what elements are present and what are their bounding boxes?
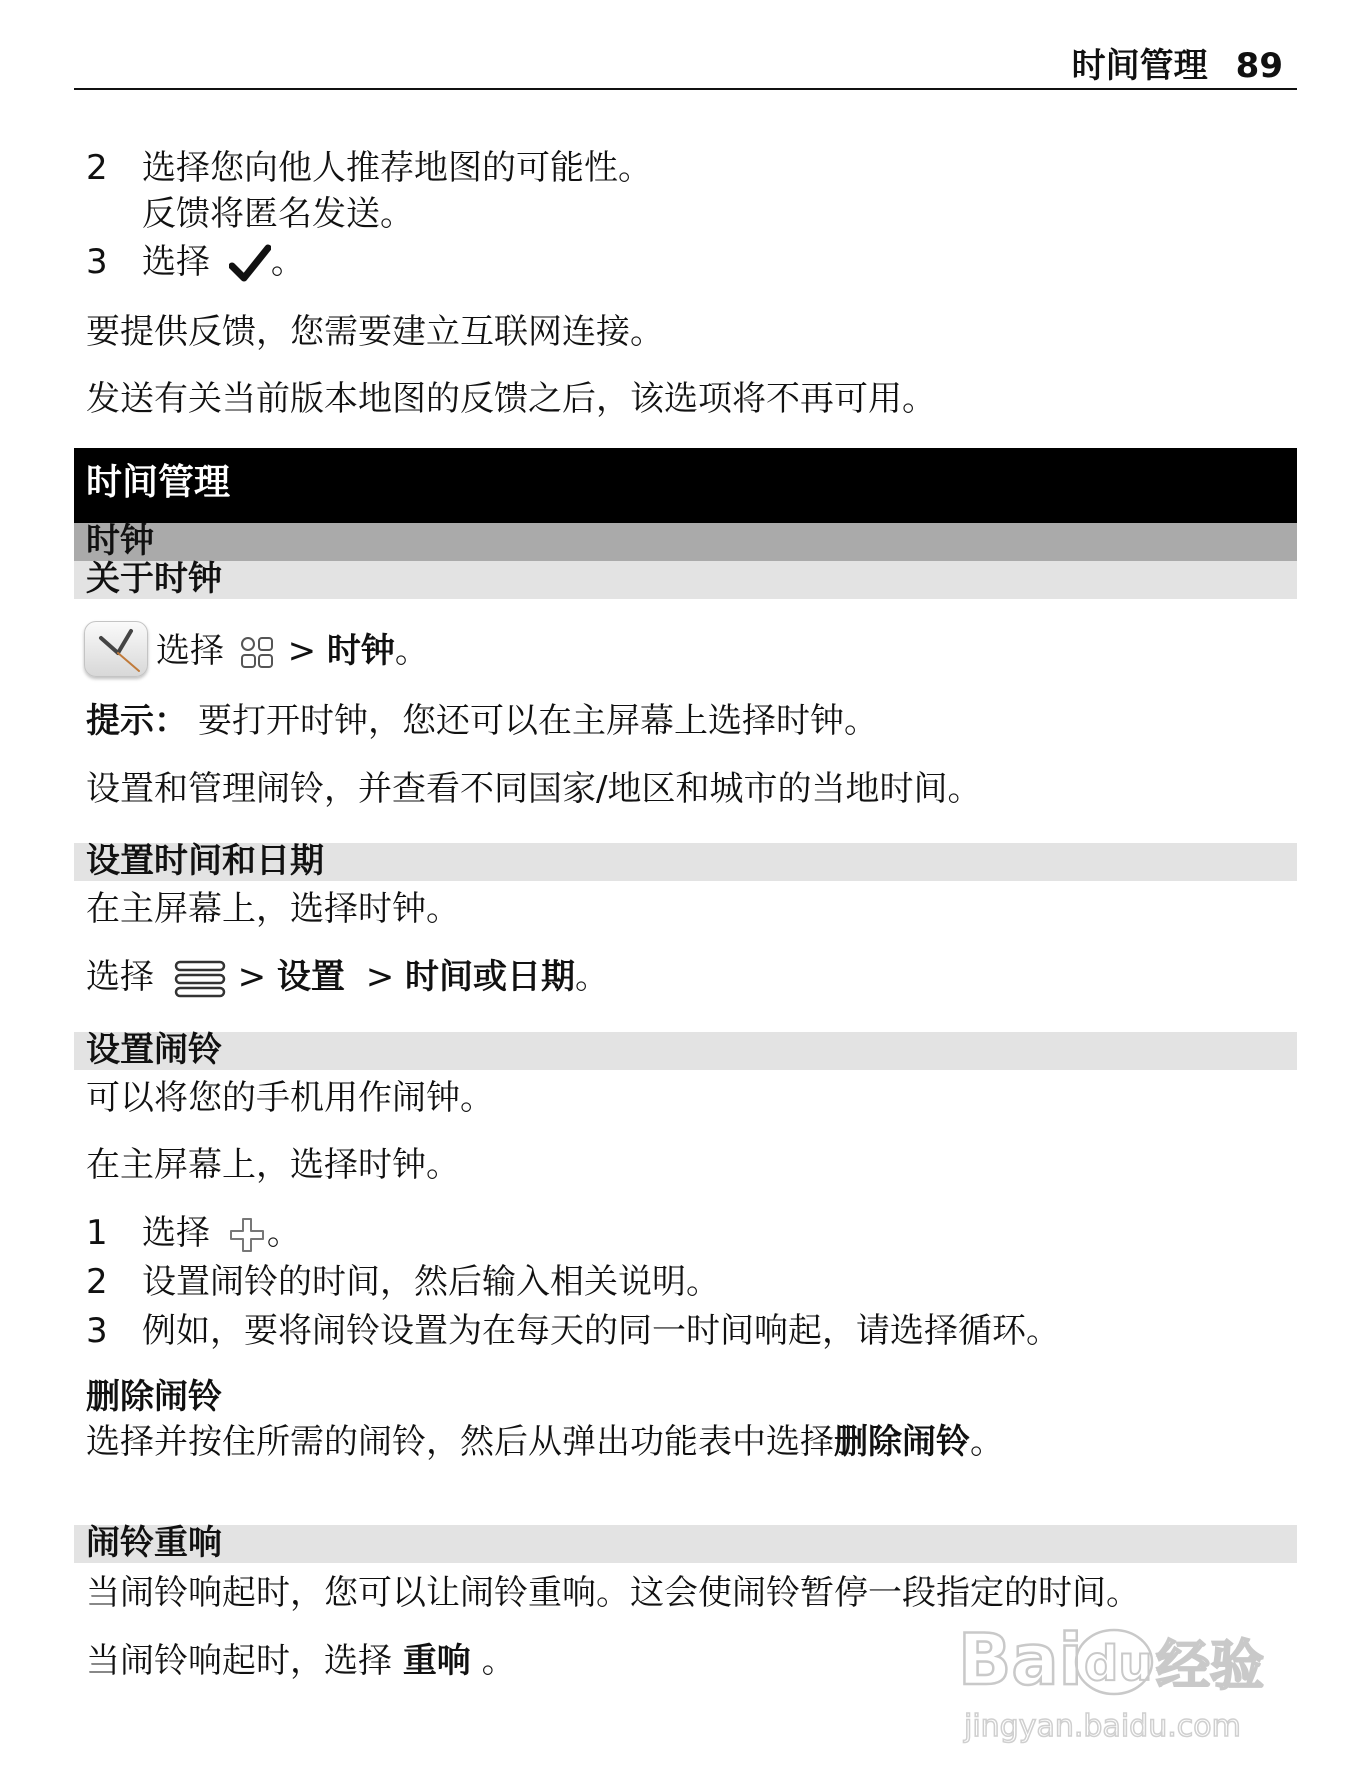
step-text: 例如，要将闹铃设置为在每天的同一时间响起，请选择循环。 [142, 1311, 1060, 1351]
about-clock-heading-bar [74, 561, 1297, 599]
baidu-watermark-logo [958, 1568, 1278, 1748]
header-title-row [1072, 46, 1283, 86]
feedback-step-2-subtext: 反馈将匿名发送。 [142, 194, 414, 234]
about-clock-heading: 关于时钟 [86, 559, 222, 599]
delete-alarm-text [86, 1420, 1004, 1464]
section-header [74, 448, 1297, 523]
svg-text:经验: 经验 [1156, 1634, 1264, 1697]
path-target: 时钟 [326, 631, 395, 671]
about-clock-instruction [156, 629, 429, 673]
instruction-select: 选择 [86, 957, 154, 997]
datetime-heading-bar [74, 843, 1297, 881]
snooze-line2 [86, 1639, 516, 1683]
alarm-heading-bar [74, 1032, 1297, 1070]
clock-app-icon [84, 621, 148, 677]
clock-heading: 时钟 [86, 521, 154, 561]
instruction-period: 。 [970, 1422, 1004, 1462]
delete-alarm-option: 删除闹铃 [834, 1422, 970, 1462]
step-number: 2 [86, 148, 108, 188]
instruction-period: 。 [394, 631, 429, 671]
step-number: 3 [86, 242, 108, 282]
step-number: 1 [86, 1213, 108, 1253]
svg-text:du: du [1084, 1636, 1153, 1692]
instruction-select: 选择 [156, 631, 224, 671]
svg-text:Bai: Bai [958, 1619, 1083, 1701]
feedback-note-availability: 发送有关当前版本地图的反馈之后，该选项将不再可用。 [86, 379, 936, 419]
path-separator: > [276, 631, 327, 671]
snooze-heading: 闹铃重响 [86, 1523, 222, 1563]
running-header [74, 44, 1297, 90]
instruction-period: 。 [470, 1641, 516, 1681]
path-time-or-date: 时间或日期 [405, 957, 576, 997]
step-text: 设置闹铃的时间，然后输入相关说明。 [142, 1262, 720, 1302]
alarm-line1: 可以将您的手机用作闹钟。 [86, 1078, 494, 1118]
delete-alarm-instruction: 选择并按住所需的闹铃，然后从弹出功能表中选择 [86, 1422, 834, 1462]
instruction-period: 。 [575, 957, 610, 997]
tip-text: 要打开时钟，您还可以在主屏幕上选择时钟。 [198, 701, 878, 741]
feedback-step-2 [86, 146, 652, 190]
tip-label: 提示： [86, 701, 188, 741]
snooze-instruction: 当闹铃响起时，选择 [86, 1641, 403, 1681]
step-number: 3 [86, 1311, 108, 1351]
snooze-heading-bar [74, 1525, 1297, 1563]
step-number: 2 [86, 1262, 108, 1302]
feedback-step-3 [86, 240, 305, 284]
snooze-line1: 当闹铃响起时，您可以让闹铃重响。这会使闹铃暂停一段指定的时间。 [86, 1573, 1140, 1613]
step-period: 。 [266, 1213, 301, 1253]
alarm-line2: 在主屏幕上，选择时钟。 [86, 1145, 460, 1185]
checkmark-icon [229, 244, 271, 284]
alarm-heading: 设置闹铃 [86, 1030, 222, 1070]
svg-text:jingyan.baidu.com: jingyan.baidu.com [964, 1709, 1241, 1744]
feedback-note-connection: 要提供反馈，您需要建立互联网连接。 [86, 312, 664, 352]
plus-icon [227, 1215, 267, 1255]
clock-description: 设置和管理闹铃，并查看不同国家/地区和城市的当地时间。 [86, 769, 982, 809]
menu-icon [173, 958, 227, 1000]
step-text: 选择 [142, 242, 210, 282]
alarm-step-1 [86, 1211, 301, 1255]
path-separator: > [354, 957, 406, 997]
section-title: 时间管理 [86, 462, 231, 503]
step-text: 选择 [142, 1213, 210, 1253]
alarm-step-2 [86, 1260, 720, 1304]
app-grid-icon [237, 633, 277, 673]
datetime-heading: 设置时间和日期 [86, 841, 324, 881]
page-number: 89 [1235, 46, 1283, 86]
step-text: 选择您向他人推荐地图的可能性。 [142, 148, 652, 188]
alarm-step-3 [86, 1309, 1060, 1353]
tip-line [86, 699, 878, 743]
datetime-instruction [86, 955, 609, 1000]
datetime-line1: 在主屏幕上，选择时钟。 [86, 889, 460, 929]
step-period: 。 [270, 242, 305, 282]
clock-heading-bar [74, 523, 1297, 561]
delete-alarm-heading: 删除闹铃 [86, 1377, 222, 1417]
snooze-option: 重响 [402, 1641, 471, 1681]
header-title: 时间管理 [1071, 46, 1208, 86]
path-separator: > [226, 957, 277, 997]
path-settings: 设置 [276, 957, 345, 997]
